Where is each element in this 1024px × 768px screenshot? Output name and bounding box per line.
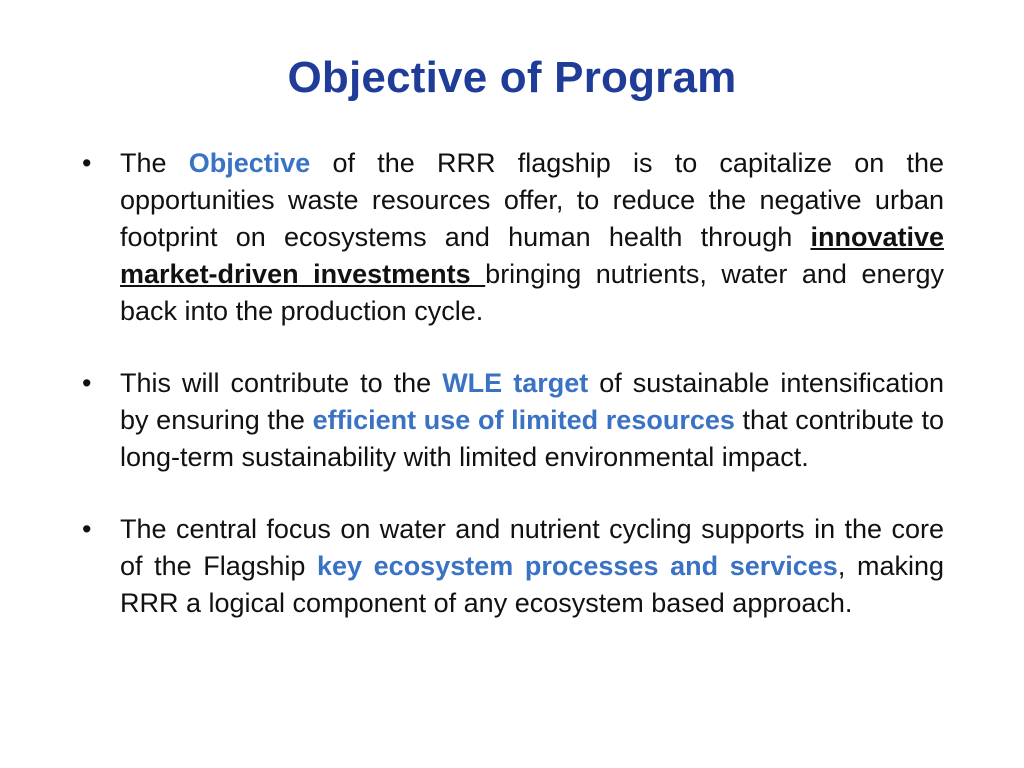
bullet-item-3 [82,511,944,622]
highlight-ecosystem-services: key ecosystem processes and services [316,551,838,581]
bullet-text: of the RRR flagship is to capitalize on the opportunities waste resources offer, to reduce the negative urban footprint on ecosystems and human health through [120,148,944,252]
highlight-efficient-use: efficient use of limited resources [312,405,735,435]
bullet-text: The [120,148,189,178]
bullet-marker: • [82,148,92,178]
bullet-item-1 [82,145,944,330]
bullet-text: of sustainable intensification by ensuring the [120,368,944,435]
slide-title: Objective of Program [287,53,737,102]
bullet-text: , making RRR a logical component of any ecosystem based approach. [120,551,944,618]
bullet-text: The central focus on water and nutrient cycling supports in the core of the Flagship [120,514,944,581]
emphasis-investments: innovative market-driven investments [120,222,944,289]
highlight-wle-target: WLE target [442,368,589,398]
highlight-objective: Objective [188,148,311,178]
bullet-text: This will contribute to the [120,368,443,398]
bullet-marker: • [82,514,92,544]
bullet-marker: • [82,368,92,398]
bullet-text: bringing nutrients, water and energy back into the production cycle. [120,259,944,326]
bullet-item-2 [82,365,944,476]
bullet-text: that contribute to long-term sustainability with limited environmental impact. [120,405,945,472]
bullet-list [82,145,944,622]
